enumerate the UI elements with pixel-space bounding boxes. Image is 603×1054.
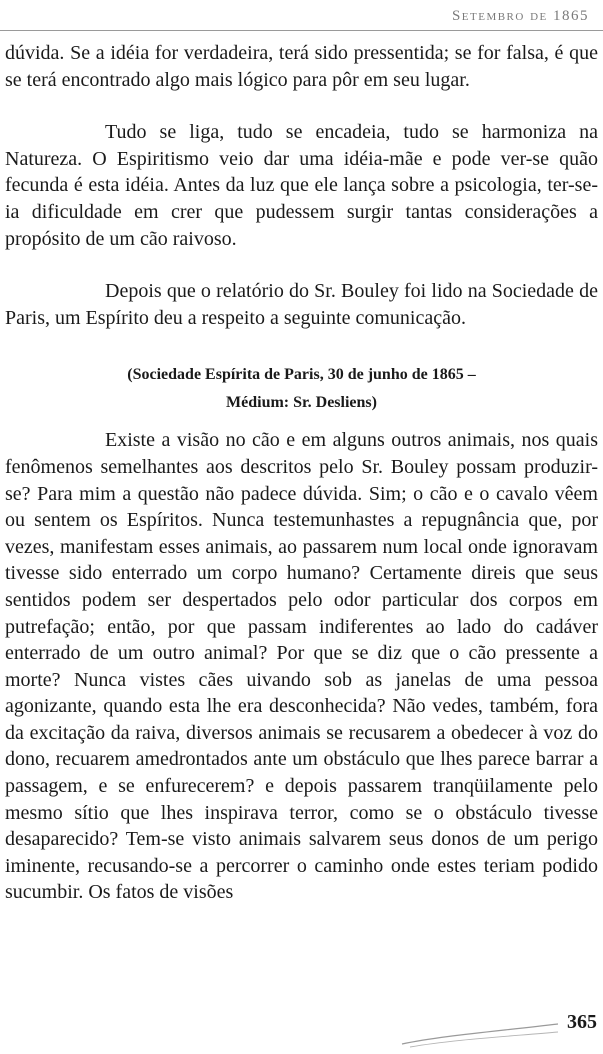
paragraph-harmony: Tudo se liga, tudo se encadeia, tudo se harmoniza na Natureza. O Espiritismo veio dar uma idéia-mãe e pode ver-se quão fecunda é esta idéia. Antes da luz que ele lança sobre a psicologia, ter-se-ia dificuldade em crer que pudessem surgir tantas considerações a propósito de um cão raivoso. [5, 121, 598, 250]
communication-heading [5, 361, 598, 417]
page-body [5, 40, 598, 906]
paragraph-bouley-report: Depois que o relatório do Sr. Bouley foi lido na Sociedade de Paris, um Espírito deu a respeito a seguinte comunicação. [5, 280, 598, 329]
page-number: 365 [567, 1011, 597, 1033]
footer-swoosh-ornament [400, 1010, 560, 1050]
running-header: Setembro de 1865 [451, 8, 589, 24]
heading-line-2: Médium: Sr. Desliens) [226, 394, 377, 412]
paragraph-animal-vision: Existe a visão no cão e em alguns outros animais, nos quais fenômenos semelhantes aos descritos pelo Sr. Bouley possam produzir-se? Para mim a questão não padece dúvida. Sim; o cão e o cavalo vêem ou sentem os Espíritos. Nunca testemunhastes a repugnância que, por vezes, manifestam esses animais, ao passarem num local onde ignoravam tivesse sido enterrado um corpo humano? Certamente direis que seus sentidos podem ser despertados pelo odor particular dos corpos em putrefação; então, por que passam indiferentes ao lado do cadáver enterrado de um outro animal? Por que se diz que o cão pressente a morte? Nunca vistes cães uivando sob as janelas de uma pessoa agonizante, quando esta lhe era desconhecida? Não vedes, também, fora da excitação da raiva, diversos animais se recusarem a obedecer à voz do dono, recuarem amedrontados ante um obstáculo que lhes parece barrar a passagem, e se enfurecerem? e depois passarem tranqüilamente pelo mesmo sítio que lhes inspirava terror, como se o obstáculo tivesse desaparecido? Tem-se visto animais salvarem seus donos de um perigo iminente, recusando-se a percorrer o caminho onde estes teriam podido sucumbir. Os fatos de visões [5, 429, 598, 904]
paragraph-continuation: dúvida. Se a idéia for verdadeira, terá sido pressentida; se for falsa, é que se terá encontrado algo mais lógico para pôr em seu lugar. [5, 42, 598, 91]
header-rule [0, 30, 603, 31]
heading-line-1: (Sociedade Espírita de Paris, 30 de junho de 1865 – [127, 366, 476, 384]
